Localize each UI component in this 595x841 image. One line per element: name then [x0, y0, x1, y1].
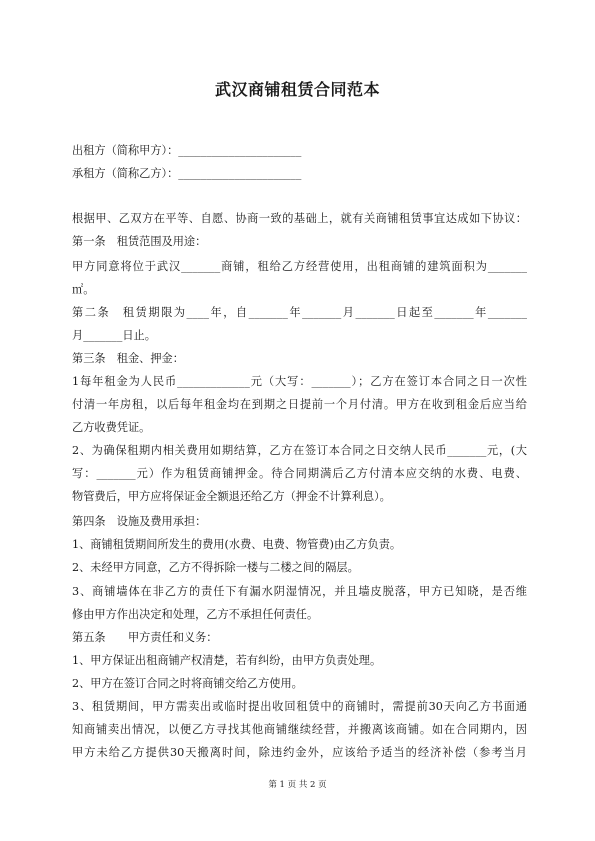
lessee-line: 承租方（简称乙方）：______________________ [72, 167, 302, 180]
article-2-text-cont: 月_______日止。 [72, 329, 156, 342]
article-1-heading: 第一条 租赁范围及用途： [72, 235, 207, 248]
article-4-item-3-line-1: 3、商铺墙体在非乙方的责任下有漏水阴湿情况，并且墙皮脱落，甲方已知晓，是否维 [72, 585, 527, 598]
article-1-text-cont: ㎡。 [72, 283, 95, 296]
article-4-item-2: 2、未经甲方同意，乙方不得拆除一楼与二楼之间的隔层。 [72, 561, 359, 574]
article-5-item-2: 2、甲方在签订合同之时将商铺交给乙方使用。 [72, 677, 303, 690]
preamble-line: 根据甲、乙双方在平等、自愿、协商一致的基础上，就有关商铺租赁事宜达成如下协议： [72, 212, 527, 225]
article-3-item-2-line-1: 2、为确保租期内相关费用如期结算，乙方在签订本合同之日交纳人民币_______元，(大 [72, 444, 527, 457]
article-4-heading: 第四条 设施及费用承担： [72, 515, 207, 528]
article-3-heading: 第三条 租金、押金： [72, 352, 184, 365]
article-3-item-1-line-3: 乙方收费凭证。 [72, 421, 151, 434]
article-4-item-3-line-2: 修由甲方作出决定和处理，乙方不承担任何责任。 [72, 608, 319, 621]
article-5-heading: 第五条 甲方责任和义务： [72, 631, 218, 644]
article-3-item-2-line-3: 物管费后，甲方应将保证金全额退还给乙方（押金不计算利息）。 [72, 490, 391, 503]
page-number-footer: 第 1 页 共 2 页 [268, 780, 327, 790]
article-5-item-3-line-3: 甲方未给乙方提供30天搬离时间，除违约金外，应该给予适当的经济补偿（参考当月 [72, 746, 527, 759]
document-title: 武汉商铺租赁合同范本 [214, 80, 380, 99]
article-3-item-1-line-2: 付清一年房租，以后每年租金均在到期之日提前一个月付清。甲方在收到租金后应当给 [72, 398, 527, 411]
lessor-line: 出租方（简称甲方）：______________________ [72, 144, 302, 157]
article-5-item-1: 1、甲方保证出租商铺产权清楚，若有纠纷，由甲方负责处理。 [72, 654, 382, 667]
article-2-text: 第二条 租赁期限为____年，自_______年_______月_______日起至_______年_______ [72, 306, 527, 319]
article-1-text: 甲方同意将位于武汉_______商铺，租给乙方经营使用，出租商铺的建筑面积为_______ [72, 260, 527, 273]
article-3-item-2-line-2: 写：_______元）作为租赁商铺押金。待合同期满后乙方付清本应交纳的水费、电费、 [72, 467, 527, 480]
article-3-item-1-line-1: 1每年租金为人民币_____________元（大写：_______）；乙方在签订本合同之日一次性 [72, 375, 527, 388]
article-5-item-3-line-2: 知商铺卖出情况，以便乙方寻找其他商铺继续经营，并搬离该商铺。如在合同期内，因 [72, 723, 527, 736]
article-5-item-3-line-1: 3、租赁期间，甲方需卖出或临时提出收回租赁中的商铺时，需提前30天向乙方书面通 [72, 700, 527, 713]
article-4-item-1: 1、商铺租赁期间所发生的费用(水费、电费、物管费)由乙方负责。 [72, 538, 402, 551]
